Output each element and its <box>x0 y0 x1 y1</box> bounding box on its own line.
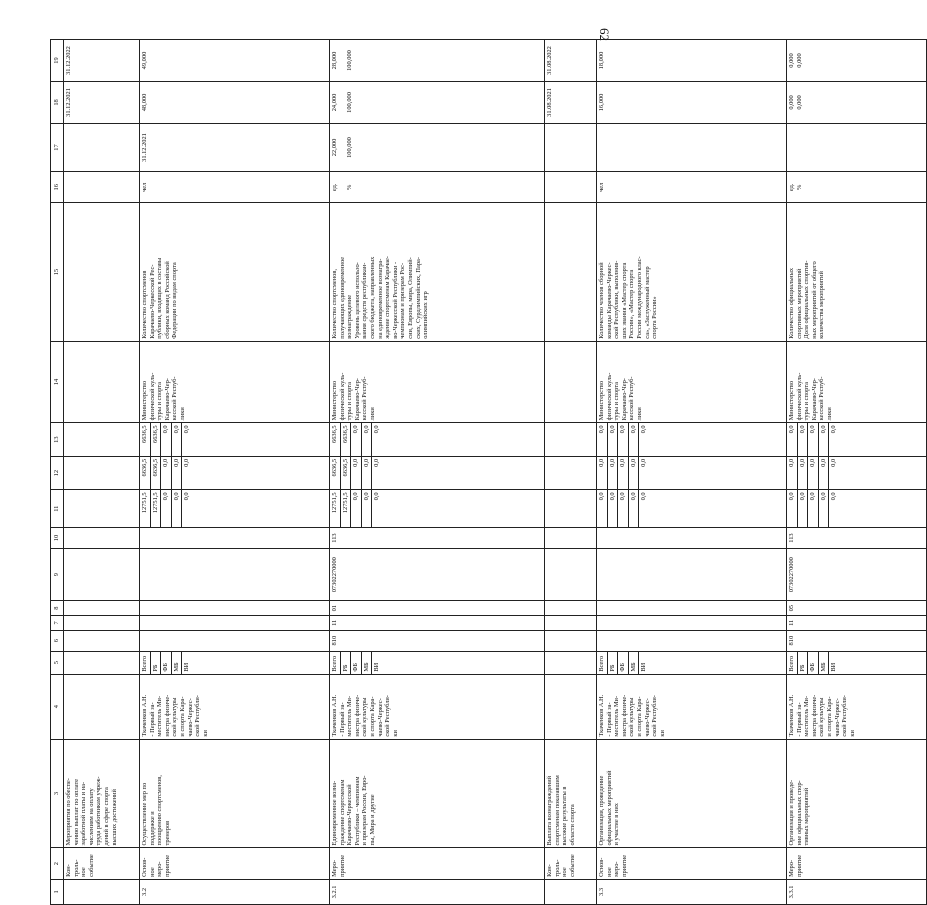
budget-code-target <box>597 549 787 601</box>
responsible-person <box>64 674 140 739</box>
funding-2022 <box>787 456 927 490</box>
budget-code-grbs <box>140 630 330 651</box>
funding-2022-value: 0,0 <box>161 457 172 490</box>
row-type: Меро- приятие <box>330 848 545 879</box>
indicator: Количество спортсменов Карачаево-Черкесской Рес- публики, входящих в составы сборных команд Российской Федерации по видам спорта <box>140 203 330 341</box>
indicator: Количество спортсменов, получающих единовременное вознаграждение Уровень целевого использо- вания средств республикан- ского бюджета, направленных на единовременное вознагра- ждение спортсменам Карачае- во-Черкесской Республики - чемпионам и призерам Рос- сии, Европы, мира, Олимпий- ских, Сурдлимпийских, Пара- олимпийских игр <box>330 203 545 341</box>
funding-2023-value: 0,0 <box>787 423 798 456</box>
funding-2023-value: 0,0 <box>161 423 172 456</box>
budget-code-kind: 113 <box>787 528 927 549</box>
responsible-person: Ткаченков А.Н. - Первый за- меститель Ми- нистра физиче- ской культуры и спорта Кара- чаево-Черкес- ской Республи- ки <box>597 674 787 739</box>
funding-source-value: Всего <box>330 652 341 674</box>
budget-code-target <box>140 549 330 601</box>
funding-2023-value: 0,0 <box>597 423 608 456</box>
funding-2021-value: 0,0 <box>798 490 809 527</box>
column-number: 18 <box>51 82 64 124</box>
budget-code-section <box>140 616 330 631</box>
budget-code-grbs <box>64 630 140 651</box>
budget-code-section: 11 <box>330 616 545 631</box>
budget-code-target: 07302270000 <box>787 549 927 601</box>
column-number: 13 <box>51 423 64 457</box>
column-number: 9 <box>51 549 64 601</box>
row-type: Основ- ное меро- приятие <box>597 848 787 879</box>
row-name: Единовременное возна- граждение спортсменам Карачаево-Черкесской Республики – чемпионам и призерам России, Евро- пы, Мира и другие <box>330 739 545 848</box>
row-id <box>545 879 597 904</box>
column-number: 17 <box>51 123 64 171</box>
funding-2023-value: 6636,5 <box>151 423 162 456</box>
funding-2023-value: 6636,5 <box>341 423 352 456</box>
column-number: 8 <box>51 601 64 616</box>
funding-2021-value: 0,0 <box>819 490 830 527</box>
funding-2023-value: 0,0 <box>629 423 640 456</box>
row-id: 3.3.1 <box>787 879 927 904</box>
funding-2022-value: 6636,5 <box>341 457 352 490</box>
funding-2022-value: 0,0 <box>787 457 798 490</box>
column-number: 14 <box>51 341 64 423</box>
column-number: 16 <box>51 172 64 203</box>
value-2022: 49,000 <box>140 40 330 82</box>
funding-2021-value: 0,0 <box>618 490 629 527</box>
column-number: 4 <box>51 674 64 739</box>
responsible-person: Ткаченков А.Н. - Первый за- меститель Ми- нистра физиче- ской культуры и спорта Кара- чаево-Черкес- ской Республи- ки <box>330 674 545 739</box>
unit: чел <box>140 172 330 203</box>
budget-code-section <box>545 616 597 631</box>
row-id: 3.2.1 <box>330 879 545 904</box>
funding-2021-value: 12751,5 <box>140 490 151 527</box>
executor: Министерство физической куль- туры и спорта Карачаево-Чер- кесской Респуб- лики <box>787 341 927 423</box>
value-2021: 0,000 0,000 <box>787 82 927 124</box>
funding-2023-value: 0,0 <box>798 423 809 456</box>
table-row <box>140 40 330 905</box>
funding-source-value: ФБ <box>808 652 819 674</box>
value-base: 22,000 100,000 <box>330 123 545 171</box>
value-2021: 31.08.2021 <box>545 82 597 124</box>
column-number: 12 <box>51 456 64 490</box>
value-base <box>545 123 597 171</box>
funding-2021-value: 0,0 <box>808 490 819 527</box>
executor <box>64 341 140 423</box>
funding-2023 <box>787 423 927 457</box>
funding-2021-value: 0,0 <box>172 490 183 527</box>
indicator: Количество официальных спортивных мероприятий Доля официальных спортив- ных мероприятий от общего количества мероприятий <box>787 203 927 341</box>
value-2021: 16,000 <box>597 82 787 124</box>
unit <box>64 172 140 203</box>
budget-code-target: 07302270000 <box>330 549 545 601</box>
row-name: Мероприятия по обеспе- чению выплат по оплате заработной платы и на- числениям на оплату труда работникам учреж- дений в сфере спорта высших достижений <box>64 739 140 848</box>
funding-2023-value: 6636,5 <box>140 423 151 456</box>
column-number: 19 <box>51 40 64 82</box>
value-base <box>64 123 140 171</box>
budget-code-kind <box>140 528 330 549</box>
executor: Министерство физической куль- туры и спорта Карачаево-Чер- кесской Респуб- лики <box>597 341 787 423</box>
budget-code-subsection: 01 <box>330 601 545 616</box>
funding-2022-value: 0,0 <box>618 457 629 490</box>
table-row <box>545 40 597 905</box>
funding-2023-value: 0,0 <box>808 423 819 456</box>
funding-2022-value: 0,0 <box>640 458 648 467</box>
unit: чел <box>597 172 787 203</box>
responsible-person: Ткаченков А.Н. - Первый за- меститель Ми- нистра физиче- ской культуры и спорта Кара- чаево-Черкес- ской Республи- ки <box>787 674 927 739</box>
value-2022: 0,000 0,000 <box>787 40 927 82</box>
funding-2022-value: 0,0 <box>798 457 809 490</box>
funding-2023 <box>330 423 545 457</box>
table-row <box>330 40 545 905</box>
funding-2022-value: 6636,5 <box>330 457 341 490</box>
funding-2023-value: 0,0 <box>608 423 619 456</box>
funding-2022-value: 6636,5 <box>151 457 162 490</box>
funding-2021 <box>330 490 545 528</box>
funding-source <box>64 651 140 674</box>
value-base: 31.12.2021 <box>140 123 330 171</box>
value-2021: 48,000 <box>140 82 330 124</box>
funding-2023-value: 0,0 <box>351 423 362 456</box>
funding-source-value: Всего <box>140 652 151 674</box>
table-body <box>64 40 927 905</box>
column-number: 11 <box>51 490 64 528</box>
funding-source-value: МБ <box>629 652 640 674</box>
budget-code-section <box>597 616 787 631</box>
responsible-person <box>545 674 597 739</box>
funding-2022-value: 0,0 <box>629 457 640 490</box>
value-2022: 31.08.2022 <box>545 40 597 82</box>
funding-source-value: ВИ <box>373 662 381 672</box>
funding-2022-value: 0,0 <box>351 457 362 490</box>
funding-2021-value: 0,0 <box>362 490 373 527</box>
funding-2021-value: 0,0 <box>830 492 838 501</box>
funding-2023-value: 0,0 <box>819 423 830 456</box>
funding-2022 <box>545 456 597 490</box>
funding-source <box>597 651 787 674</box>
funding-source <box>545 651 597 674</box>
funding-source-value: ФБ <box>351 652 362 674</box>
funding-2021 <box>545 490 597 528</box>
funding-2022 <box>597 456 787 490</box>
funding-2022-value: 6636,5 <box>140 457 151 490</box>
value-2022: 18,000 <box>597 40 787 82</box>
budget-code-target <box>545 549 597 601</box>
funding-2023-value: 0,0 <box>830 425 838 434</box>
table-row <box>597 40 787 905</box>
funding-source-value: ВИ <box>640 662 648 672</box>
budget-code-grbs <box>545 630 597 651</box>
funding-source-value: ФБ <box>161 652 172 674</box>
funding-source-value: МБ <box>819 652 830 674</box>
funding-2023-value: 6636,5 <box>330 423 341 456</box>
indicator <box>64 203 140 341</box>
funding-source <box>330 651 545 674</box>
funding-source-value: МБ <box>362 652 373 674</box>
funding-2021-value: 12751,5 <box>341 490 352 527</box>
budget-code-grbs <box>597 630 787 651</box>
row-type: Кон- троль- ное событие <box>64 848 140 879</box>
page-number: 62 <box>597 28 612 41</box>
funding-source-value: Всего <box>787 652 798 674</box>
budget-code-section: 11 <box>787 616 927 631</box>
executor <box>545 341 597 423</box>
value-2021: 24,000 100,000 <box>330 82 545 124</box>
program-table <box>50 39 927 905</box>
row-id: 3.3 <box>597 879 787 904</box>
unit <box>545 172 597 203</box>
funding-2021-value: 0,0 <box>640 492 648 501</box>
value-2022: 31.12.2022 <box>64 40 140 82</box>
funding-2022-value: 0,0 <box>830 458 838 467</box>
responsible-person: Ткаченков А.Н. - Первый за- меститель Ми- нистра физиче- ской культуры и спорта Кара- чаево-Черкес- ской Республи- ки <box>140 674 330 739</box>
funding-2022-value: 0,0 <box>608 457 619 490</box>
funding-2022 <box>140 456 330 490</box>
row-type: Основ- ное меро- приятие <box>140 848 330 879</box>
budget-code-subsection: 05 <box>787 601 927 616</box>
funding-2022-value: 0,0 <box>808 457 819 490</box>
funding-source-value: ВИ <box>183 662 191 672</box>
funding-2021-value: 0,0 <box>629 490 640 527</box>
funding-2023 <box>64 423 140 457</box>
table-row <box>64 40 140 905</box>
funding-2022-value: 0,0 <box>172 457 183 490</box>
funding-2022-value: 0,0 <box>183 458 191 467</box>
budget-code-section <box>64 616 140 631</box>
value-base <box>787 123 927 171</box>
budget-code-subsection <box>597 601 787 616</box>
value-2022: 28,000 100,000 <box>330 40 545 82</box>
column-number: 3 <box>51 739 64 848</box>
funding-2023-value: 0,0 <box>373 425 381 434</box>
funding-source-value: ВИ <box>830 662 838 672</box>
budget-code-target <box>64 549 140 601</box>
funding-source-value: Всего <box>597 652 608 674</box>
column-number: 5 <box>51 651 64 674</box>
budget-code-kind <box>597 528 787 549</box>
budget-code-kind: 113 <box>330 528 545 549</box>
unit: ед. % <box>787 172 927 203</box>
funding-source <box>140 651 330 674</box>
column-number: 6 <box>51 630 64 651</box>
budget-code-subsection <box>545 601 597 616</box>
funding-source-value: РБ <box>341 652 352 674</box>
funding-2021 <box>597 490 787 528</box>
funding-source-value: РБ <box>151 652 162 674</box>
funding-2023 <box>597 423 787 457</box>
column-number-row <box>51 40 64 905</box>
indicator: Количество членов сборной команды Карачаево-Черкес- ской Республики, выполнив- ших звания «Мастер спорта России», «Мастер спорта России международного клас- са», «Заслуженный мастер спорта России» <box>597 203 787 341</box>
funding-2021-value: 0,0 <box>597 490 608 527</box>
row-type: Кон- троль- ное событие <box>545 848 597 879</box>
column-number: 7 <box>51 616 64 631</box>
funding-2022-value: 0,0 <box>597 457 608 490</box>
funding-source-value: ФБ <box>618 652 629 674</box>
column-number: 2 <box>51 848 64 879</box>
funding-2021-value: 12751,5 <box>330 490 341 527</box>
funding-source <box>787 651 927 674</box>
funding-2022-value: 0,0 <box>373 458 381 467</box>
funding-source-value: РБ <box>608 652 619 674</box>
executor: Министерство физической куль- туры и спорта Карачаево-Чер- кесской Респуб- лики <box>140 341 330 423</box>
funding-2022-value: 0,0 <box>362 457 373 490</box>
funding-2021-value: 0,0 <box>787 490 798 527</box>
row-id <box>64 879 140 904</box>
funding-2023-value: 0,0 <box>640 425 648 434</box>
funding-2023 <box>140 423 330 457</box>
funding-2023-value: 0,0 <box>172 423 183 456</box>
funding-2021 <box>140 490 330 528</box>
funding-2021 <box>787 490 927 528</box>
row-name: Осуществление мер по поддержке и поощрению спортсменов, тренеров <box>140 739 330 848</box>
funding-2022-value: 0,0 <box>819 457 830 490</box>
row-type: Меро- приятие <box>787 848 927 879</box>
funding-2023-value: 0,0 <box>183 425 191 434</box>
funding-2021 <box>64 490 140 528</box>
unit: ед. % <box>330 172 545 203</box>
row-id: 3.2 <box>140 879 330 904</box>
executor: Министерство физической куль- туры и спорта Карачаево-Чер- кесской Респуб- лики <box>330 341 545 423</box>
funding-2021-value: 12751,5 <box>151 490 162 527</box>
funding-2023 <box>545 423 597 457</box>
column-number: 15 <box>51 203 64 341</box>
value-2021: 31.12.2021 <box>64 82 140 124</box>
budget-code-kind <box>64 528 140 549</box>
funding-2022 <box>330 456 545 490</box>
rotated-table-frame <box>50 39 856 905</box>
funding-source-value: МБ <box>172 652 183 674</box>
funding-2021-value: 0,0 <box>351 490 362 527</box>
column-number: 10 <box>51 528 64 549</box>
funding-2023-value: 0,0 <box>362 423 373 456</box>
row-name: Организация и проведе- ние официальных спор- тивных мероприятий <box>787 739 927 848</box>
value-base <box>597 123 787 171</box>
funding-2022 <box>64 456 140 490</box>
indicator <box>545 203 597 341</box>
funding-2023-value: 0,0 <box>618 423 629 456</box>
funding-2021-value: 0,0 <box>161 490 172 527</box>
funding-2021-value: 0,0 <box>608 490 619 527</box>
funding-2021-value: 0,0 <box>373 492 381 501</box>
budget-code-kind <box>545 528 597 549</box>
funding-2021-value: 0,0 <box>183 492 191 501</box>
budget-code-grbs: 810 <box>787 630 927 651</box>
budget-code-grbs: 810 <box>330 630 545 651</box>
funding-source-value: РБ <box>798 652 809 674</box>
budget-code-subsection <box>64 601 140 616</box>
table-row <box>787 40 927 905</box>
column-number: 1 <box>51 879 64 904</box>
row-name: Организация, проведение официальных мероприятий и участие в них <box>597 739 787 848</box>
row-name: Выплата вознаграждений спортсменам показавшим высокие результаты в области спорта <box>545 739 597 848</box>
budget-code-subsection <box>140 601 330 616</box>
